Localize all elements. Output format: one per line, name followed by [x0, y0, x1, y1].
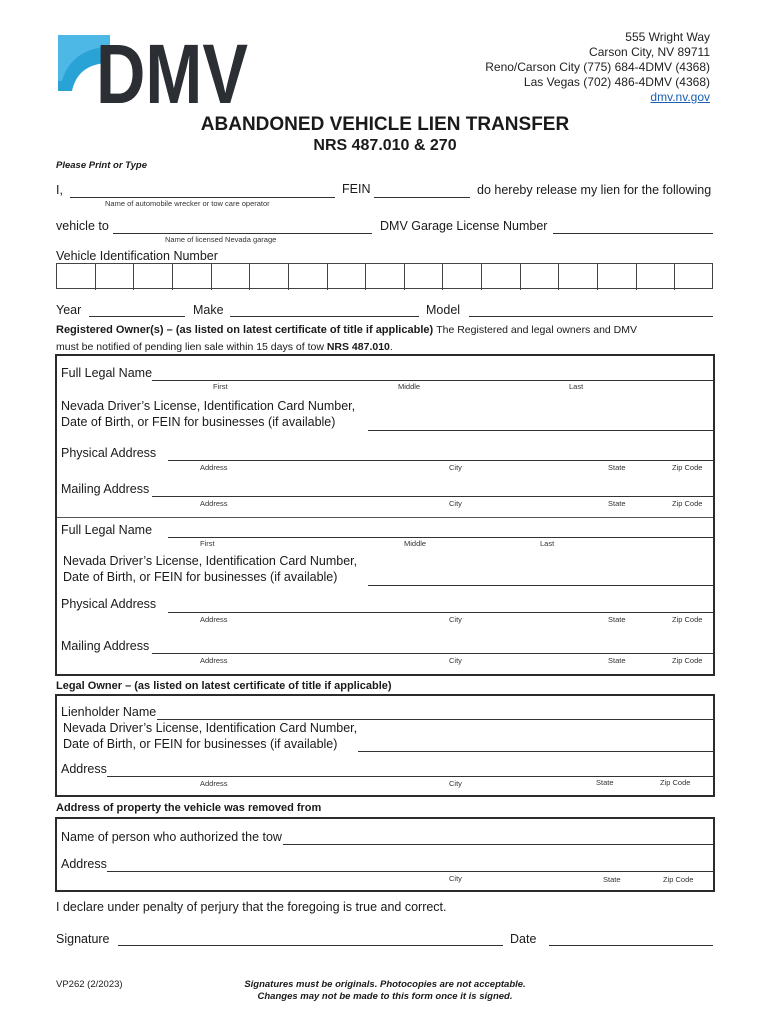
vin-cell-divider: [327, 264, 328, 290]
garage-name-field[interactable]: [113, 233, 372, 234]
physical-address-label: Physical Address: [61, 446, 157, 460]
state-caption: State: [596, 778, 614, 787]
zip-caption: Zip Code: [672, 615, 703, 624]
wrecker-name-caption: Name of automobile wrecker or tow care operator: [105, 199, 270, 208]
zip-caption: Zip Code: [672, 499, 703, 508]
vin-cell-divider: [172, 264, 173, 290]
fein-field[interactable]: [374, 197, 470, 198]
registered-note2-row: must be notified of pending lien sale within 15 days of tow NRS 487.010.: [56, 341, 393, 353]
city-caption: City: [449, 779, 462, 788]
address-line: Las Vegas (702) 486-4DMV (4368): [523, 75, 710, 89]
registered-note: The Registered and legal owners and DMV: [436, 324, 637, 336]
city-caption: City: [449, 656, 462, 665]
print-instruction: Please Print or Type: [56, 160, 147, 171]
vin-cell-divider: [133, 264, 134, 290]
fein-label: FEIN: [342, 182, 371, 196]
owner2-dl-field[interactable]: [368, 585, 713, 586]
middle-caption: Middle: [398, 382, 421, 391]
mailing-address-label: Mailing Address: [61, 482, 150, 496]
vin-cell-divider: [249, 264, 250, 290]
signature-label: Signature: [56, 932, 110, 946]
legal-dl-field[interactable]: [358, 751, 713, 752]
year-label: Year: [56, 303, 82, 317]
date-field[interactable]: [549, 945, 713, 946]
owner1-dl-field[interactable]: [368, 430, 713, 431]
state-caption: State: [608, 499, 626, 508]
authorized-field[interactable]: [283, 844, 713, 845]
year-field[interactable]: [89, 316, 185, 317]
line1-prefix: I,: [56, 183, 63, 197]
vin-cell-divider: [597, 264, 598, 290]
vin-cell-divider: [404, 264, 405, 290]
garage-name-caption: Name of licensed Nevada garage: [165, 235, 277, 244]
property-address-field[interactable]: [107, 871, 713, 872]
zip-caption: Zip Code: [660, 778, 691, 787]
lienholder-label: Lienholder Name: [61, 705, 157, 719]
vin-cell-divider: [558, 264, 559, 290]
legal-heading: Legal Owner – (as listed on latest certificate of title if applicable): [56, 680, 392, 692]
owner2-physical-field[interactable]: [168, 612, 713, 613]
city-caption: City: [449, 463, 462, 472]
vehicle-to-label: vehicle to: [56, 219, 109, 233]
dl-label-1: Nevada Driver’s License, Identification Card Number,: [61, 399, 356, 413]
dl-label-1: Nevada Driver’s License, Identification Card Number,: [63, 554, 358, 568]
garage-license-label: DMV Garage License Number: [380, 219, 548, 233]
model-label: Model: [426, 303, 461, 317]
dl-label-2: Date of Birth, or FEIN for businesses (if available): [63, 570, 338, 584]
vin-cell-divider: [211, 264, 212, 290]
form-title: ABANDONED VEHICLE LIEN TRANSFER: [200, 114, 570, 135]
mailing-address-label: Mailing Address: [61, 639, 150, 653]
city-caption: City: [449, 615, 462, 624]
signature-field[interactable]: [118, 945, 503, 946]
vin-cell-divider: [674, 264, 675, 290]
first-caption: First: [213, 382, 228, 391]
vin-label: Vehicle Identification Number: [56, 249, 218, 263]
dmv-address: [485, 30, 710, 105]
dl-label-2: Date of Birth, or FEIN for businesses (if available): [61, 415, 336, 429]
city-caption: City: [449, 499, 462, 508]
declaration-text: I declare under penalty of perjury that the foregoing is true and correct.: [56, 900, 447, 914]
address-caption: Address: [200, 615, 228, 624]
vin-cell-divider: [365, 264, 366, 290]
legal-address-label: Address: [61, 762, 107, 776]
last-caption: Last: [569, 382, 584, 391]
registered-note2: must be notified of pending lien sale within 15 days of tow: [56, 341, 324, 353]
dl-label-1: Nevada Driver’s License, Identification Card Number,: [63, 721, 358, 735]
address-caption: Address: [200, 779, 228, 788]
lienholder-field[interactable]: [157, 719, 713, 720]
owner1-mailing-field[interactable]: [152, 496, 713, 497]
release-text: do hereby release my lien for the following: [477, 183, 712, 197]
property-heading: Address of property the vehicle was removed from: [56, 802, 322, 814]
owner2-mailing-field[interactable]: [152, 653, 713, 654]
state-caption: State: [608, 656, 626, 665]
zip-caption: Zip Code: [672, 463, 703, 472]
vin-cell-divider: [636, 264, 637, 290]
address-caption: Address: [200, 499, 228, 508]
owner1-physical-field[interactable]: [168, 460, 713, 461]
vin-cell-divider: [520, 264, 521, 290]
full-name-label: Full Legal Name: [61, 523, 153, 537]
website-link[interactable]: dmv.nv.gov: [650, 90, 710, 104]
date-label: Date: [510, 932, 537, 946]
vin-cell-divider: [442, 264, 443, 290]
middle-caption: Middle: [404, 539, 427, 548]
registered-nrs: NRS 487.010: [326, 341, 390, 353]
address-line: Carson City, NV 89711: [589, 45, 710, 59]
owner2-name-field[interactable]: [168, 537, 713, 538]
state-caption: State: [608, 615, 626, 624]
model-field[interactable]: [469, 316, 713, 317]
vin-cell-divider: [481, 264, 482, 290]
authorized-label: Name of person who authorized the tow: [61, 830, 282, 844]
address-line: Reno/Carson City (775) 684-4DMV (4368): [485, 60, 710, 74]
dmv-logo-graphic: [58, 27, 250, 121]
dmv-logo: [58, 27, 250, 121]
footer-note-1: Signatures must be originals. Photocopies are not acceptable.: [244, 979, 526, 990]
make-field[interactable]: [230, 316, 419, 317]
owner-divider: [57, 517, 713, 518]
owner1-name-field[interactable]: [152, 380, 713, 381]
legal-address-field[interactable]: [107, 776, 713, 777]
address-line: 555 Wright Way: [625, 30, 710, 44]
city-caption: City: [449, 874, 462, 883]
physical-address-label: Physical Address: [61, 597, 157, 611]
first-caption: First: [200, 539, 215, 548]
registered-heading: Registered Owner(s) – (as listed on latest certificate of title if applicable): [56, 324, 434, 336]
zip-caption: Zip Code: [663, 875, 694, 884]
address-caption: Address: [200, 463, 228, 472]
zip-caption: Zip Code: [672, 656, 703, 665]
last-caption: Last: [540, 539, 555, 548]
vin-cell-divider: [95, 264, 96, 290]
state-caption: State: [608, 463, 626, 472]
form-id: VP262 (2/2023): [56, 979, 123, 990]
form-subtitle: NRS 487.010 & 270: [313, 137, 457, 154]
garage-license-field[interactable]: [553, 233, 713, 234]
property-address-label: Address: [61, 857, 107, 871]
footer-note-2: Changes may not be made to this form once it is signed.: [257, 991, 513, 1002]
registered-heading-row: [56, 324, 637, 336]
logo-text: DMV: [96, 27, 248, 121]
full-name-label: Full Legal Name: [61, 366, 153, 380]
vin-cell-divider: [288, 264, 289, 290]
make-label: Make: [193, 303, 224, 317]
dl-label-2: Date of Birth, or FEIN for businesses (if available): [63, 737, 338, 751]
state-caption: State: [603, 875, 621, 884]
vin-boxes[interactable]: [56, 263, 713, 289]
wrecker-name-field[interactable]: [70, 197, 335, 198]
address-caption: Address: [200, 656, 228, 665]
